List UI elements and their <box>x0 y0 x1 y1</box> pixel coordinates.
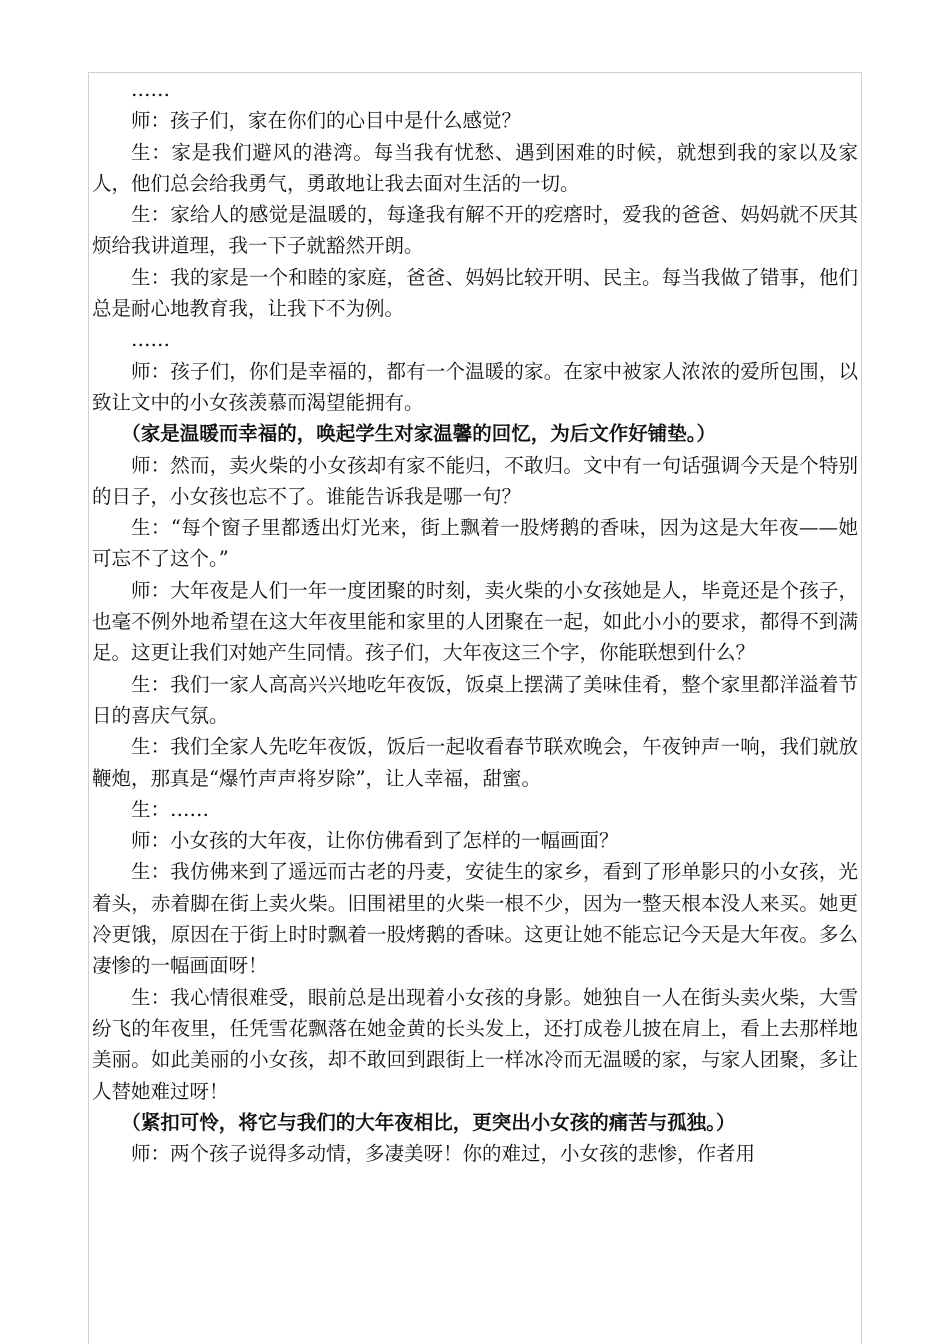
teacher-question: 师：孩子们，家在你们的心目中是什么感觉？ <box>131 109 522 133</box>
student-answer: 生：家给人的感觉是温暖的，每逢我有解不开的疙瘩时，爱我的爸爸、妈妈就不厌其烦给我讲道理，我一下子就豁然开朗。 <box>92 203 858 258</box>
student-answer: 生：我的家是一个和睦的家庭，爸爸、妈妈比较开明、民主。每当我做了错事，他们总是耐心地教育我，让我下不为例。 <box>92 265 858 321</box>
student-answer: 生：家是我们避风的港湾。每当我有忧愁、遇到困难的时候，就想到我的家以及家人，他们总会给我勇气，勇敢地让我去面对生活的一切。 <box>92 140 858 195</box>
teaching-note: （家是温暖而幸福的，唤起学生对家温馨的回忆，为后文作好铺垫。） <box>121 422 717 446</box>
student-answer: 生：我仿佛来到了遥远而古老的丹麦，安徒生的家乡，看到了形单影只的小女孩，光着头，赤着脚在街上卖火柴。旧围裙里的火柴一根不少，因为一整天根本没人来买。她更冷更饿，原因在于街上时时飘着一股烤鹅的香味。这更让她不能忘记今天是大年夜。多么凄惨的一幅画面呀！ <box>92 860 858 978</box>
teaching-note: （紧扣可怜，将它与我们的大年夜相比，更突出小女孩的痛苦与孤独。） <box>121 1110 736 1134</box>
teacher-remark: 师：孩子们，你们是幸福的，都有一个温暖的家。在家中被家人浓浓的爱所包围，以致让文中的小女孩羡慕而渴望能拥有。 <box>92 359 858 414</box>
teacher-remark: 师：大年夜是人们一年一度团聚的时刻，卖火柴的小女孩她是人，毕竟还是个孩子，也毫不例外地希望在这大年夜里能和家里的人团聚在一起，如此小小的要求，都得不到满足。这更让我们对她产生同情。孩子们，大年夜这三个字，你能联想到什么？ <box>92 578 858 665</box>
student-answer: 生：“每个窗子里都透出灯光来，街上飘着一股烤鹅的香味，因为这是大年夜——她可忘不了这个。” <box>92 516 858 571</box>
student-answer: 生：我们一家人高高兴兴地吃年夜饭，饭桌上摆满了美味佳肴，整个家里都洋溢着节日的喜庆气氛。 <box>92 672 858 727</box>
student-answer: 生：我心情很难受，眼前总是出现着小女孩的身影。她独自一人在街头卖火柴，大雪纷飞的年夜里，任凭雪花飘落在她金黄的长头发上，还打成卷儿披在肩上，看上去那样地美丽。如此美丽的小女孩，却不敢回到跟街上一样冰冷而无温暖的家，与家人团聚，多让人替她难过呀！ <box>92 985 858 1103</box>
document-body <box>92 74 858 1169</box>
teacher-question: 师：然而，卖火柴的小女孩却有家不能归，不敢归。文中有一句话强调今天是个特别的日子，小女孩也忘不了。谁能告诉我是哪一句？ <box>92 453 858 508</box>
ellipsis-line: …… <box>131 78 170 101</box>
teacher-question: 师：小女孩的大年夜，让你仿佛看到了怎样的一幅画面？ <box>131 829 619 853</box>
ellipsis-line: …… <box>131 328 170 352</box>
student-answer: 生：…… <box>131 797 210 821</box>
student-answer: 生：我们全家人先吃年夜饭，饭后一起收看春节联欢晚会，午夜钟声一响，我们就放鞭炮，那真是“爆竹声声将岁除”，让人幸福，甜蜜。 <box>92 735 858 790</box>
teacher-remark: 师：两个孩子说得多动情，多凄美呀！你的难过，小女孩的悲惨，作者用 <box>131 1142 756 1166</box>
